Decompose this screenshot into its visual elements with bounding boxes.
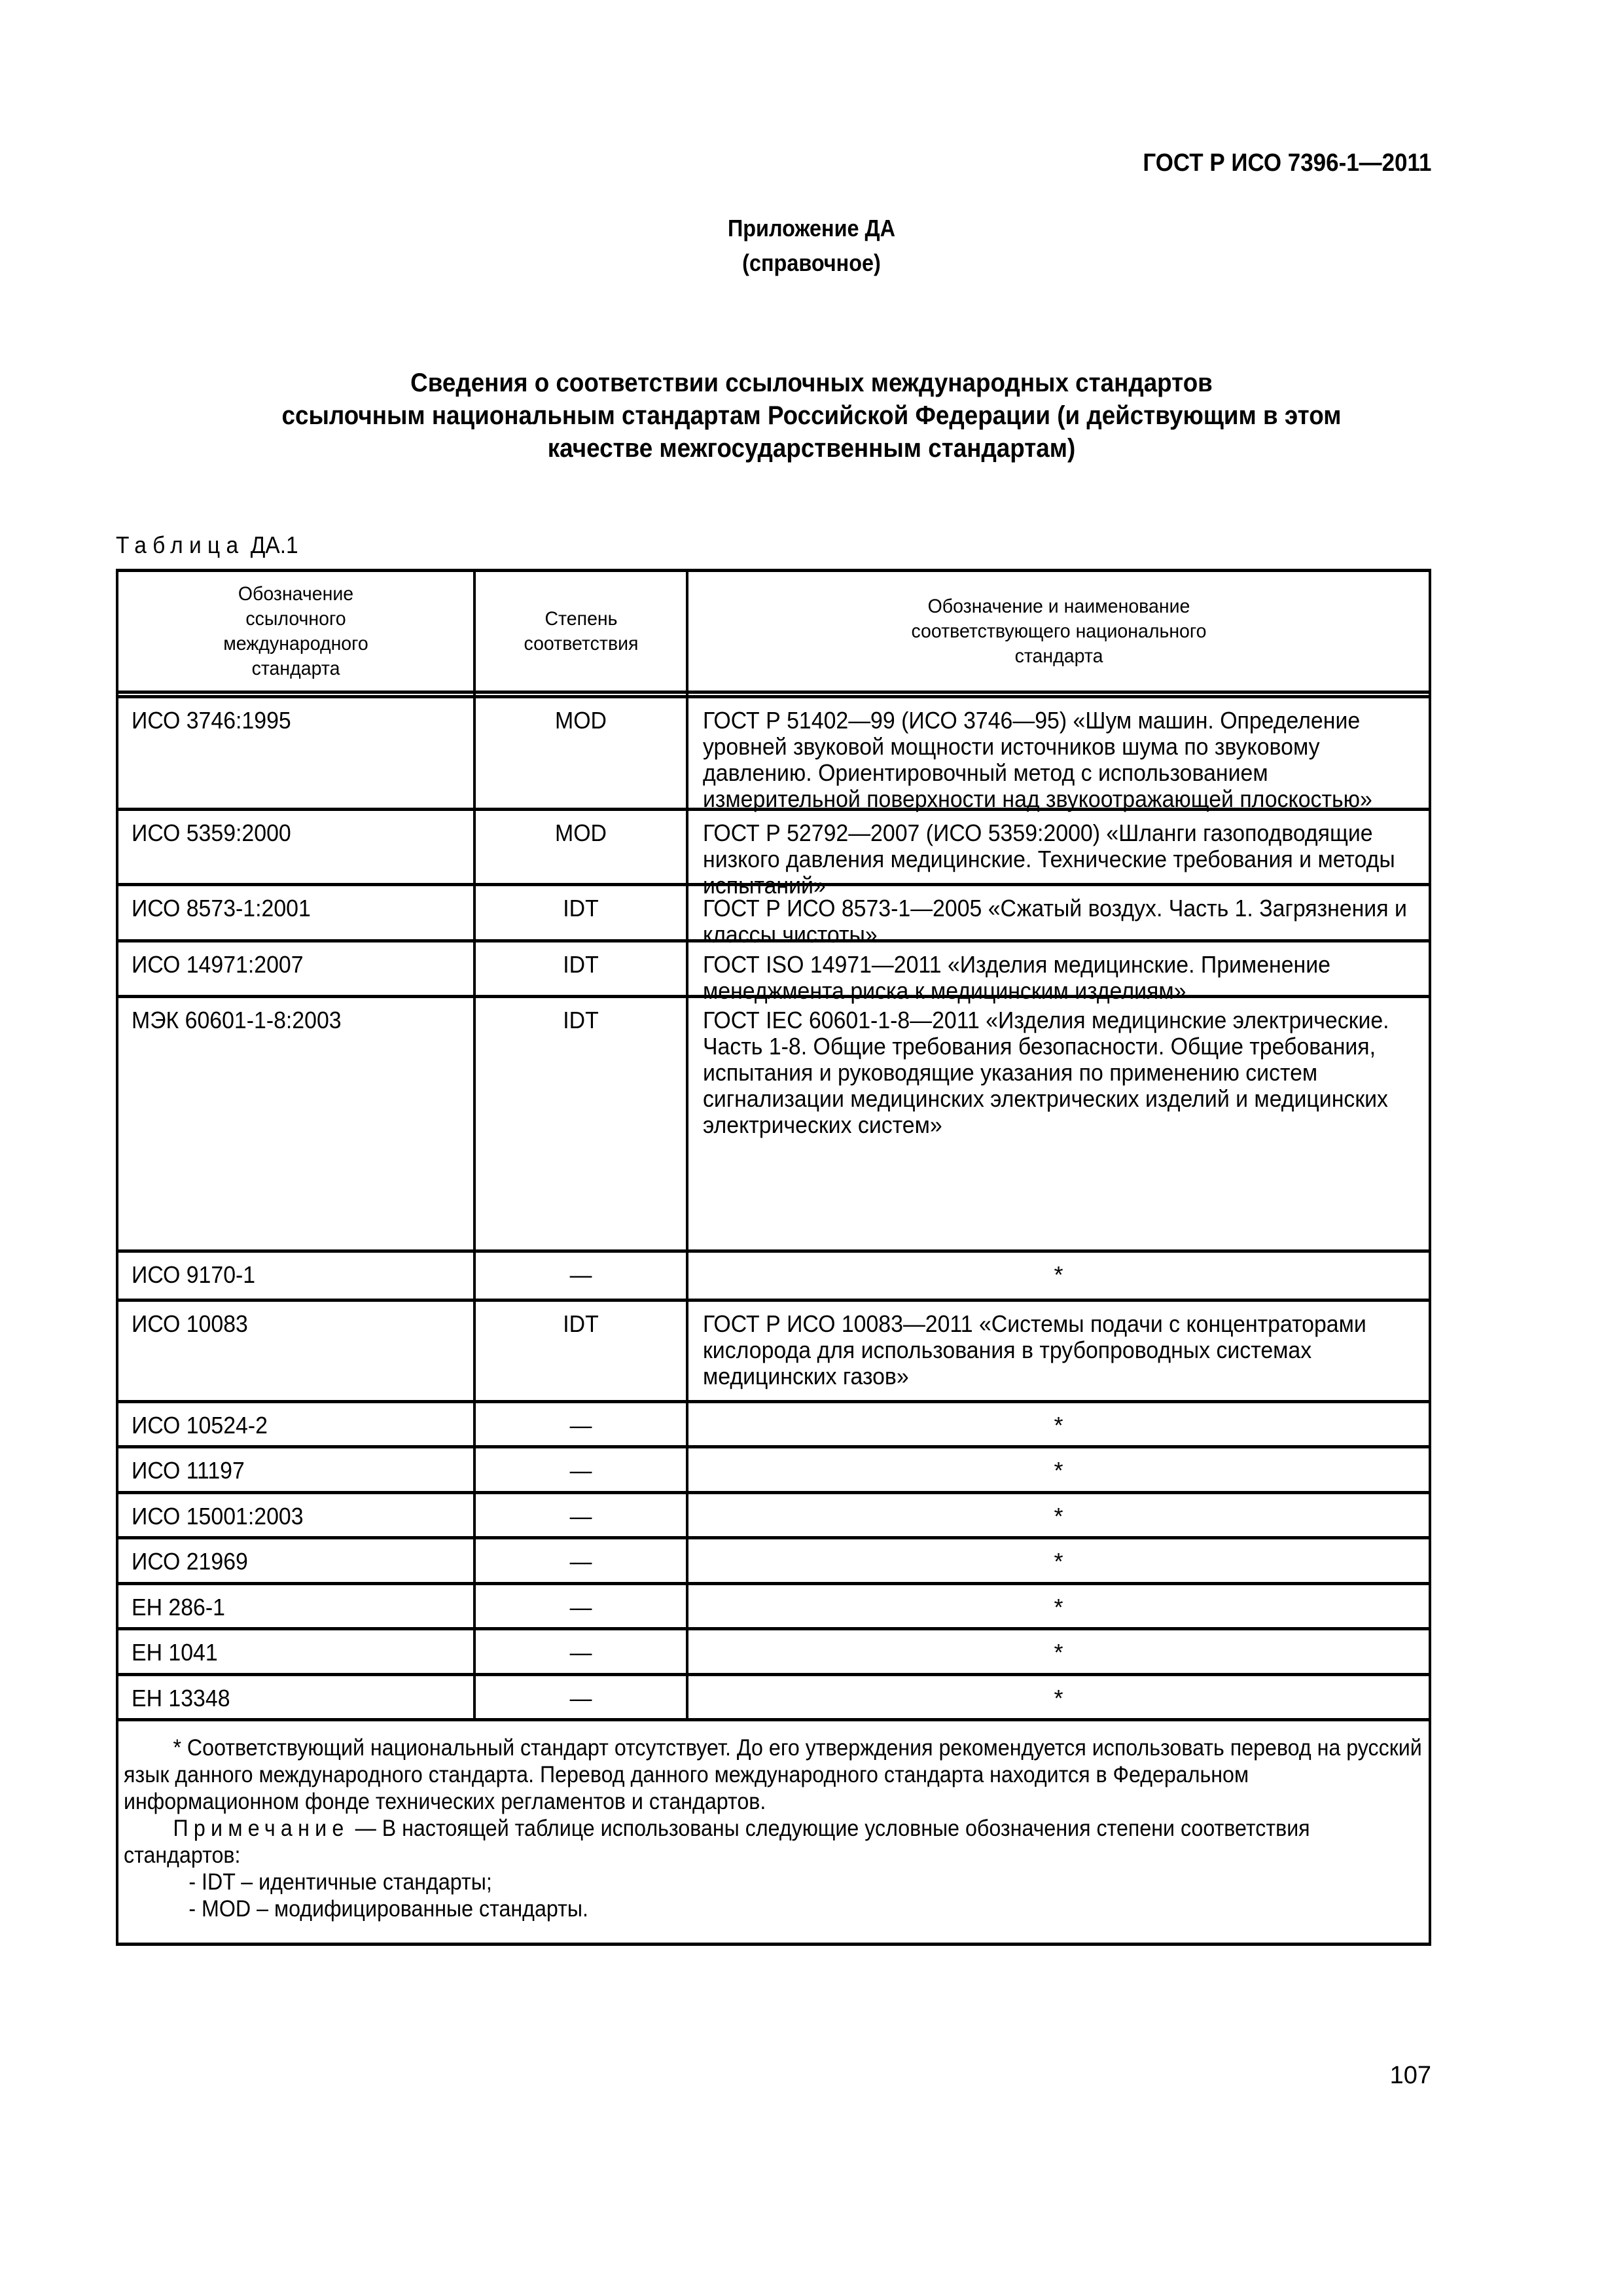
- table-caption: [116, 531, 298, 559]
- appendix-label: Приложение ДА: [727, 215, 896, 242]
- table-row-national: ГОСТ Р 52792—2007 (ИСО 5359:2000) «Шланги газоподводящие низкого давления медицинские. Технические требования и методы испытаний»: [703, 819, 1395, 899]
- section-title: [0, 367, 1623, 465]
- table-row-degree: —: [569, 1548, 592, 1575]
- column-header-degree: Степень соответствия: [524, 607, 638, 655]
- table-row-degree: —: [569, 1639, 592, 1666]
- table-row-national: *: [1054, 1639, 1063, 1666]
- table-row-national: ГОСТ IEC 60601-1-8—2011 «Изделия медицинские электрические. Часть 1-8. Общие требования безопасности. Общие требования, испытания и руководящие указания по применению систем сигнализации медицинских электрических изделий и медицинских электрических систем»: [703, 1007, 1389, 1138]
- table-border-right: [1429, 569, 1431, 1946]
- table-row-degree: —: [569, 1412, 592, 1439]
- table-row-reference: ИСО 21969: [132, 1548, 248, 1575]
- table-footnote: * Соответствующий национальный стандарт отсутствует. До его утверждения рекомендуется использовать перевод на русский язык данного международного стандарта. Перевод данного международного стандарта находится в Федеральном информационном фонде технических регламентов и стандартов.: [124, 1735, 1422, 1814]
- table-border-bottom: [116, 1943, 1431, 1946]
- table-row-degree: IDT: [563, 895, 599, 922]
- header-divider-a: [116, 691, 1431, 694]
- table-row-reference: ЕН 286-1: [132, 1594, 225, 1621]
- table-row-national: *: [1054, 1685, 1063, 1712]
- note-label: Примечание: [173, 1816, 349, 1841]
- table-notes: [118, 1721, 1429, 1922]
- table-row-national: *: [1054, 1261, 1063, 1288]
- legend-item-mod: - MOD – модифицированные стандарты.: [188, 1896, 588, 1922]
- table-caption-number: ДА.1: [250, 531, 298, 558]
- table-row-degree: IDT: [563, 951, 599, 978]
- appendix-heading: [81, 211, 1542, 280]
- table-row-national: ГОСТ ISO 14971—2011 «Изделия медицинские. Применение менеджмента риска к медицинским изделиям»: [703, 951, 1330, 1004]
- table-row-degree: MOD: [555, 707, 607, 734]
- table-row-reference: ИСО 14971:2007: [132, 951, 304, 978]
- standards-correspondence-table: [116, 569, 1431, 1946]
- table-row-reference: ИСО 10524-2: [132, 1412, 268, 1439]
- note-text: — В настоящей таблице использованы следующие условные обозначения степени соответствия стандартов:: [124, 1816, 1310, 1868]
- table-row-degree: —: [569, 1503, 592, 1530]
- title-line-1: Сведения о соответствии ссылочных международных стандартов: [410, 368, 1213, 397]
- table-row-reference: ИСО 10083: [132, 1310, 248, 1337]
- table-row-degree: —: [569, 1685, 592, 1712]
- table-row-national: ГОСТ Р ИСО 8573-1—2005 «Сжатый воздух. Часть 1. Загрязнения и классы чистоты»: [703, 895, 1407, 948]
- table-row-reference: ИСО 15001:2003: [132, 1503, 304, 1530]
- table-row-reference: МЭК 60601-1-8:2003: [132, 1007, 342, 1033]
- table-row-degree: IDT: [563, 1007, 599, 1033]
- document-code: ГОСТ Р ИСО 7396-1—2011: [1142, 149, 1431, 177]
- table-row-degree: —: [569, 1261, 592, 1288]
- table-row-national: *: [1054, 1548, 1063, 1575]
- table-row-reference: ИСО 3746:1995: [132, 707, 291, 734]
- table-note: [124, 1815, 1422, 1869]
- table-row-national: ГОСТ Р ИСО 10083—2011 «Системы подачи с концентраторами кислорода для использования в трубопроводных системах медицинских газов»: [703, 1310, 1366, 1390]
- column-header-national: Обозначение и наименование соответствующего национального стандарта: [910, 595, 1207, 667]
- table-row-degree: IDT: [563, 1310, 599, 1337]
- page-number: 107: [1389, 2062, 1431, 2089]
- table-row-degree: —: [569, 1457, 592, 1484]
- table-row-reference: ИСО 11197: [132, 1457, 245, 1484]
- title-line-2: ссылочным национальным стандартам Российской Федерации (и действующим в этом: [281, 401, 1342, 430]
- table-row-national: *: [1054, 1457, 1063, 1484]
- column-header-reference: Обозначение ссылочного международного стандарта: [223, 583, 368, 679]
- table-row-national: *: [1054, 1594, 1063, 1621]
- table-row-degree: —: [569, 1594, 592, 1621]
- table-row-reference: ЕН 13348: [132, 1685, 230, 1712]
- title-line-3: качестве межгосударственным стандартам): [547, 434, 1076, 463]
- table-caption-word: Таблица: [116, 531, 245, 558]
- table-row-reference: ИСО 5359:2000: [132, 819, 291, 846]
- appendix-type: (справочное): [742, 249, 881, 276]
- table-row-reference: ИСО 8573-1:2001: [132, 895, 311, 922]
- legend-item-idt: - IDT – идентичные стандарты;: [188, 1869, 492, 1895]
- table-row-national: *: [1054, 1503, 1063, 1530]
- table-row-national: ГОСТ Р 51402—99 (ИСО 3746—95) «Шум машин. Определение уровней звуковой мощности источников шума по звуковому давлению. Ориентировочный метод с использованием измерительной поверхности над звукоотражающей плоскостью»: [703, 707, 1372, 812]
- table-row-reference: ЕН 1041: [132, 1639, 218, 1666]
- table-row-reference: ИСО 9170-1: [132, 1261, 256, 1288]
- table-row-national: *: [1054, 1412, 1063, 1439]
- table-row-degree: MOD: [555, 819, 607, 846]
